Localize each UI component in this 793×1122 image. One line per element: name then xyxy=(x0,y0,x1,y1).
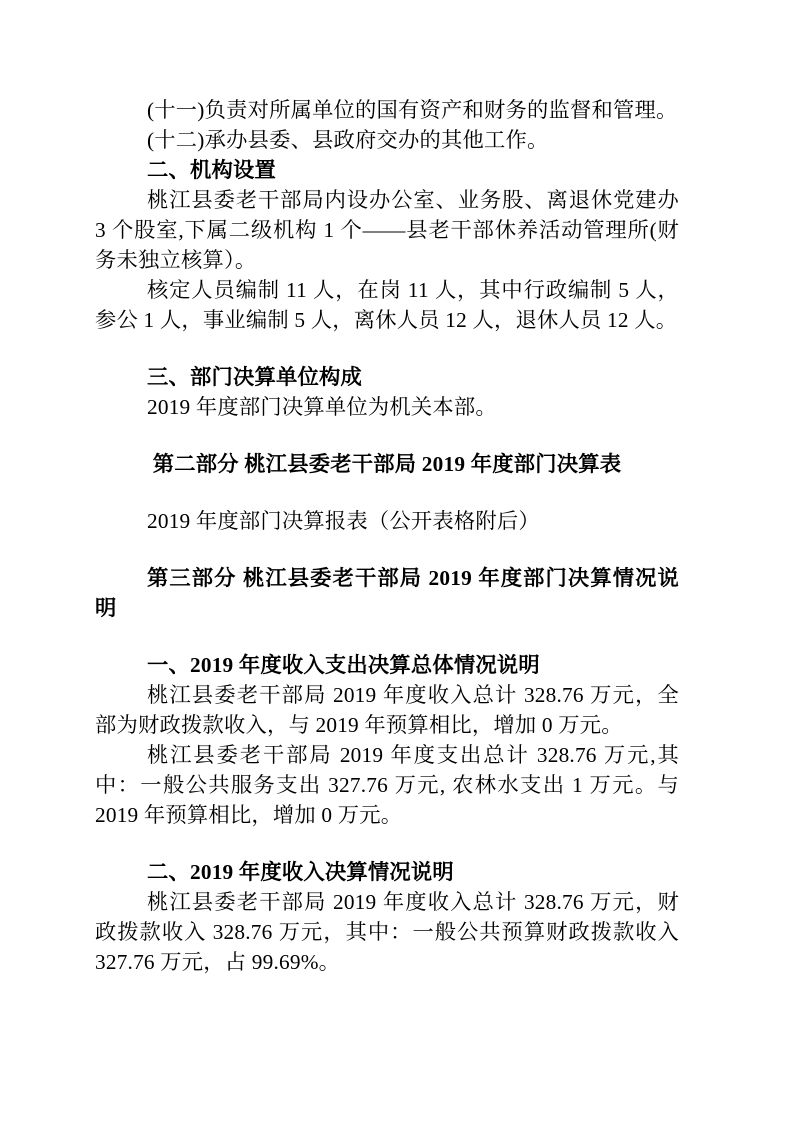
organization-setup-paragraph: 桃江县委老干部局内设办公室、业务股、离退休党建办 3 个股室,下属二级机构 1 个——县老干部休养活动管理所(财务未独立核算）。 xyxy=(95,188,679,272)
duty-item-12: (十二)承办县委、县政府交办的其他工作。 xyxy=(147,128,549,152)
duty-item-11: (十一)负责对所属单位的国有资产和财务的监督和管理。 xyxy=(147,98,678,122)
income-details-paragraph: 桃江县委老干部局 2019 年度收入总计 328.76 万元，财政拨款收入 328.76 万元，其中：一般公共预算财政拨款收入 327.76 万元，占 99.69%。 xyxy=(95,890,679,974)
expenditure-overview-paragraph: 桃江县委老干部局 2019 年度支出总计 328.76 万元,其中：一般公共服务支出 327.76 万元, 农林水支出 1 万元。与 2019 年预算相比，增加 0 万元。 xyxy=(95,743,679,827)
income-overview-paragraph: 桃江县委老干部局 2019 年度收入总计 328.76 万元，全部为财政拨款收入，与 2019 年预算相比，增加 0 万元。 xyxy=(95,683,679,737)
staffing-paragraph: 核定人员编制 11 人，在岗 11 人，其中行政编制 5 人，参公 1 人，事业编制 5 人，离休人员 12 人，退休人员 12 人。 xyxy=(95,278,679,332)
part2-chapter-heading: 第二部分 桃江县委老干部局 2019 年度部门决算表 xyxy=(152,452,622,476)
part3-chapter-heading: 第三部分 桃江县委老干部局 2019 年度部门决算情况说明 xyxy=(95,566,679,620)
unit-composition-paragraph: 2019 年度部门决算单位为机关本部。 xyxy=(147,395,497,419)
section-heading-income-details: 二、2019 年度收入决算情况说明 xyxy=(147,860,454,884)
report-attachment-note-paragraph: 2019 年度部门决算报表（公开表格附后） xyxy=(147,509,540,533)
section-heading-unit-composition: 三、部门决算单位构成 xyxy=(147,365,362,389)
section-heading-income-expenditure-overview: 一、2019 年度收入支出决算总体情况说明 xyxy=(147,653,540,677)
section-heading-organization-setup: 二、机构设置 xyxy=(147,158,276,182)
